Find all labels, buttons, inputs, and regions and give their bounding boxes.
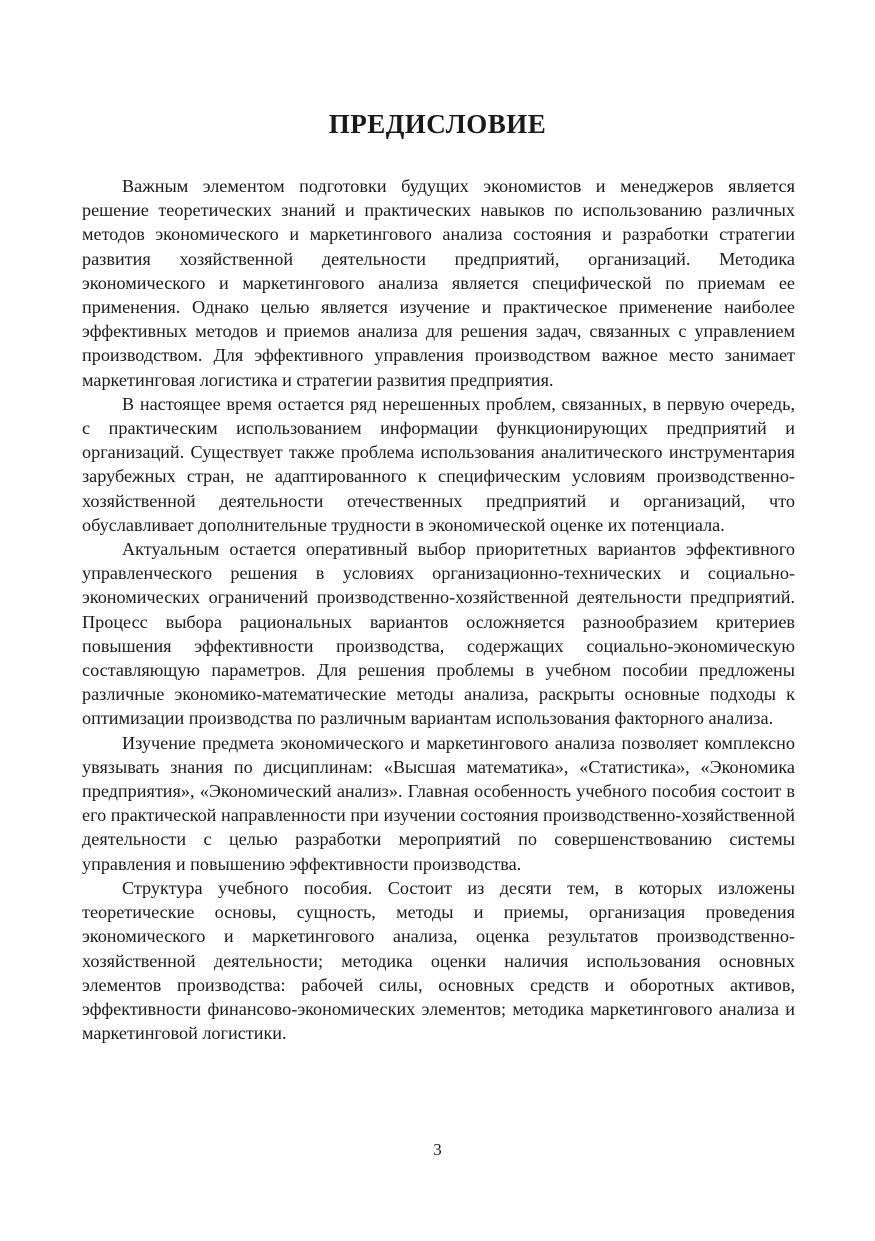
paragraph-5: Структура учебного пособия. Состоит из десяти тем, в которых изложены теоретические основы, сущность, методы и приемы, организация проведения экономического и маркетингового анализа, оценка результатов производственно-хозяйственной деятельности; методика оценки наличия использования основных элементов производства: рабочей силы, основных средств и оборотных активов, эффективности финансово-экономических элементов; методика маркетингового анализа и маркетинговой логистики. bbox=[82, 877, 795, 1044]
paragraph-1: Важным элементом подготовки будущих экономистов и менеджеров является решение теоретических знаний и практических навыков по использованию различных методов экономического и маркетингового анализа состояния и разработки стратегии развития хозяйственной деятельности предприятий, организаций. Методика экономического и маркетингового анализа является специфической по приемам ее применения. Однако целью является изучение и практическое применение наиболее эффективных методов и приемов анализа для решения задач, связанных с управлением производством. Для эффективного управления производством важное место занимает маркетинговая логистика и стратегии развития предприятия. bbox=[82, 176, 795, 390]
page-number: 3 bbox=[433, 1140, 442, 1159]
page-title: ПРЕДИСЛОВИЕ bbox=[328, 109, 547, 139]
preface-body bbox=[82, 174, 795, 1045]
paragraph-2: В настоящее время остается ряд нерешенных проблем, связанных, в первую очередь, с практическим использованием информации функционирующих предприятий и организаций. Существует также проблема использования аналитического инструментария зарубежных стран, не адаптированного к специфическим условиям производственно-хозяйственной деятельности отечественных предприятий и организаций, что обуславливает дополнительные трудности в экономической оценке их потенциала. bbox=[82, 393, 795, 535]
paragraph-4: Изучение предмета экономического и маркетингового анализа позволяет комплексно увязывать знания по дисциплинам: «Высшая математика», «Статистика», «Экономика предприятия», «Экономический анализ». Главная особенность учебного пособия состоит в его практической направленности при изучении состояния производственно-хозяйственной деятельности с целью разработки мероприятий по совершенствованию системы управления и повышению эффективности производства. bbox=[82, 732, 795, 874]
paragraph-3: Актуальным остается оперативный выбор приоритетных вариантов эффективного управленческого решения в условиях организационно-технических и социально-экономических ограничений производственно-хозяйственной деятельности предприятий. Процесс выбора рациональных вариантов осложняется разнообразием критериев повышения эффективности производства, содержащих социально-экономическую составляющую параметров. Для решения проблемы в учебном пособии предложены различные экономико-математические методы анализа, раскрыты основные подходы к оптимизации производства по различным вариантам использования факторного анализа. bbox=[82, 539, 795, 729]
